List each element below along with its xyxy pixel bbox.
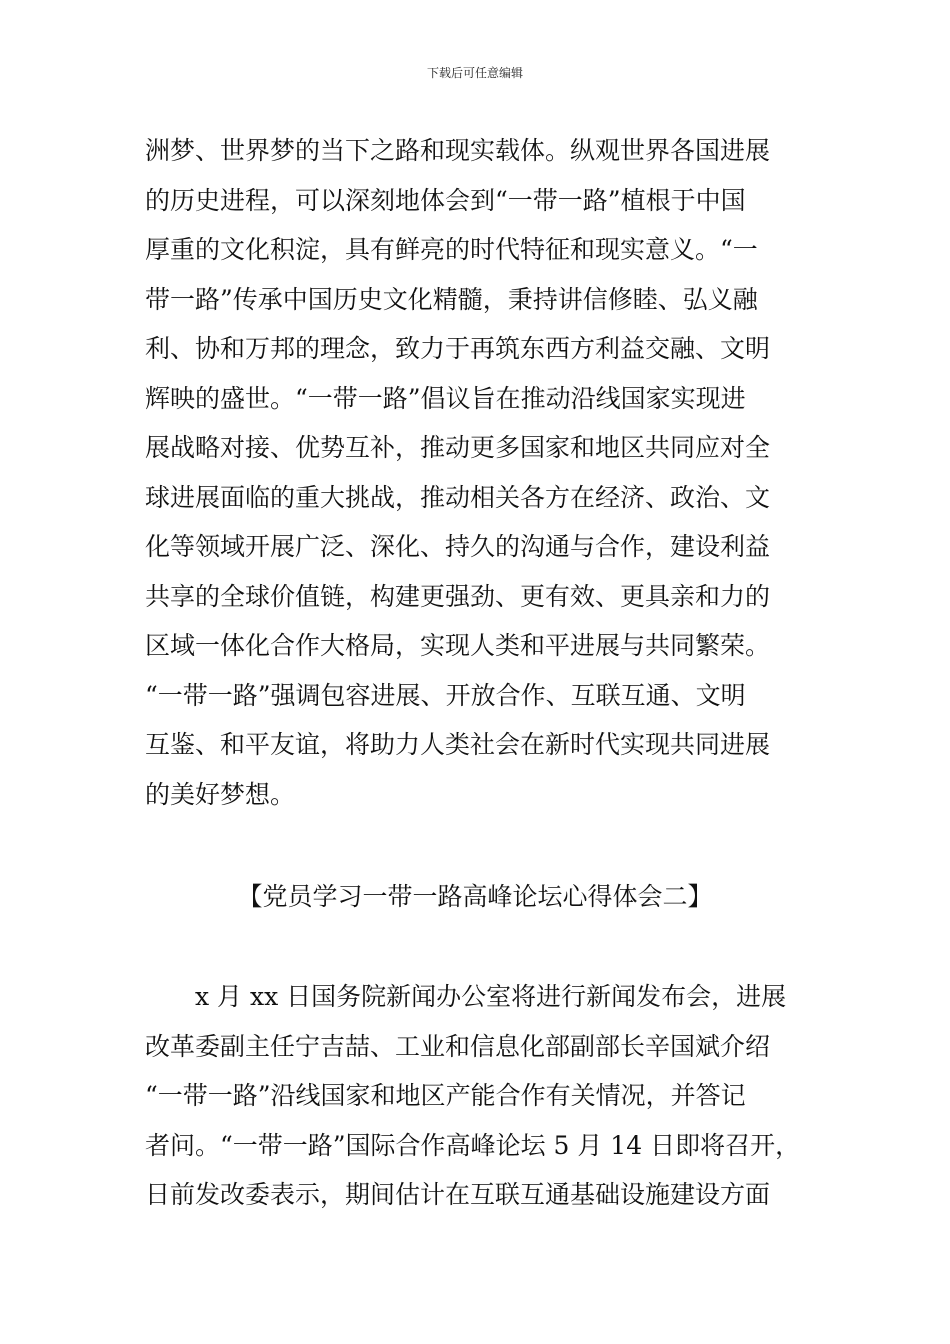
text-line: 利、协和万邦的理念，致力于再筑东西方利益交融、文明	[145, 334, 771, 363]
text-line: 厚重的文化积淀，具有鲜亮的时代特征和现实意义。“一	[145, 235, 758, 264]
text-line: 辉映的盛世。“一带一路”倡议旨在推动沿线国家实现进	[145, 383, 746, 413]
text-line: 化等领域开展广泛、深化、持久的沟通与合作，建设利益	[145, 532, 771, 561]
text-line: “一带一路”沿线国家和地区产能合作有关情况，并答记	[145, 1081, 746, 1110]
text-line: 区域一体化合作大格局，实现人类和平进展与共同繁荣。	[145, 631, 771, 660]
text-line: 的美好梦想。	[145, 779, 296, 809]
text-line: “一带一路”强调包容进展、开放合作、互联互通、文明	[145, 680, 746, 710]
text-line: 互鉴、和平友谊，将助力人类社会在新时代实现共同进展	[145, 730, 771, 759]
text-line: 者问。“一带一路”国际合作高峰论坛 5 月 14 日即将召开，	[145, 1130, 801, 1160]
text-line: x 月 xx 日国务院新闻办公室将进行新闻发布会，进展	[145, 982, 787, 1011]
text-line: 洲梦、世界梦的当下之路和现实载体。纵观世界各国进展	[145, 136, 771, 165]
body-paragraph-2	[145, 972, 810, 1220]
section-heading: 【党员学习一带一路高峰论坛心得体会二】	[237, 882, 713, 911]
page-header-note: 下载后可任意编辑	[426, 66, 523, 80]
text-line: 带一路”传承中国历史文化精髓，秉持讲信修睦、弘义融	[145, 284, 758, 314]
text-line: 日前发改委表示，期间估计在互联互通基础设施建设方面	[145, 1180, 771, 1209]
text-line: 共享的全球价值链，构建更强劲、更有效、更具亲和力的	[145, 581, 771, 611]
body-paragraph-1	[145, 126, 810, 819]
text-line: 的历史进程，可以深刻地体会到“一带一路”植根于中国	[145, 185, 746, 215]
text-line: 展战略对接、优势互补，推动更多国家和地区共同应对全	[145, 433, 771, 462]
text-line: 球进展面临的重大挑战，推动相关各方在经济、政治、文	[145, 482, 771, 512]
text-line: 改革委副主任宁吉喆、工业和信息化部副部长辛国斌介绍	[145, 1031, 771, 1061]
